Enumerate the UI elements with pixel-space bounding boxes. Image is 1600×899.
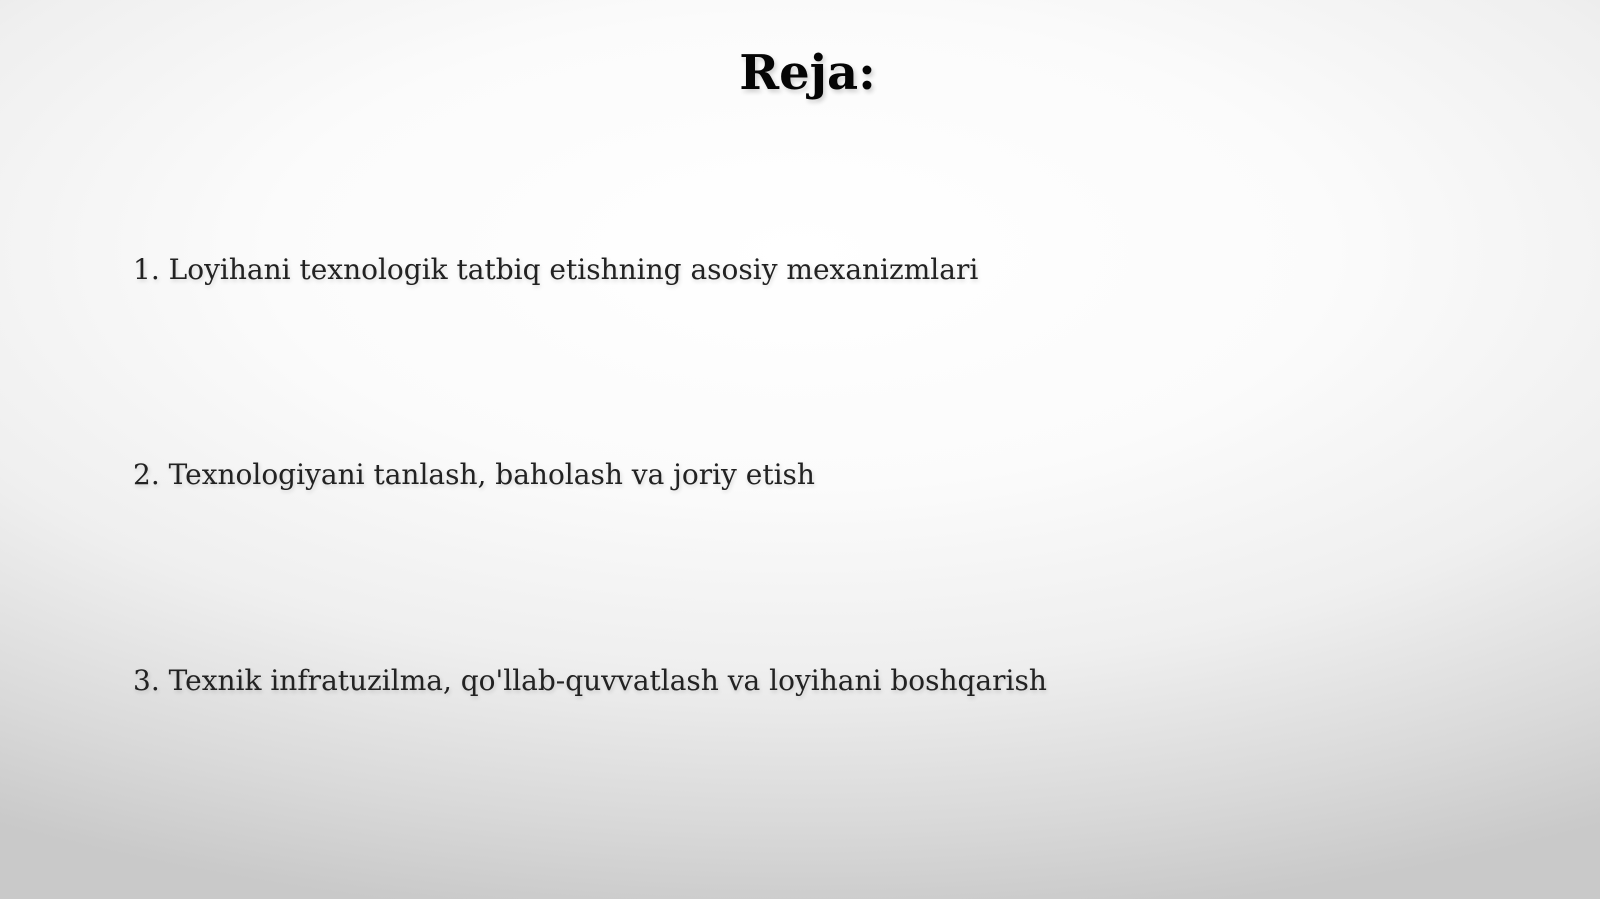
slide-title: Reja: [739, 45, 876, 101]
plan-item-2: 2. Texnologiyani tanlash, baholash va joriy etish [133, 458, 815, 491]
plan-item-1: 1. Loyihani texnologik tatbiq etishning asosiy mexanizmlari [133, 253, 979, 286]
plan-item-3: 3. Texnik infratuzilma, qo'llab-quvvatlash va loyihani boshqarish [133, 664, 1047, 697]
